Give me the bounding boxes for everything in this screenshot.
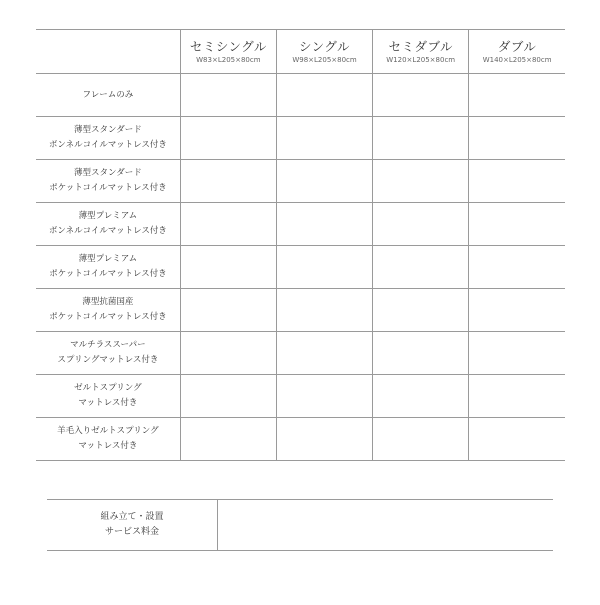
size-header-semi-double (373, 30, 469, 74)
row-label-line2: スプリングマットレス付き (57, 355, 159, 365)
price-cell (469, 289, 565, 332)
row-label-line2: ボンネルコイルマットレス付き (48, 226, 167, 236)
price-cell (373, 160, 469, 203)
size-price-table (36, 29, 565, 461)
row-label-line1: 薄型プレミアム (78, 211, 138, 221)
row-label-line2: マットレス付き (78, 398, 138, 408)
price-cell (276, 246, 372, 289)
table-row (36, 203, 565, 246)
table-row (36, 246, 565, 289)
size-dimensions: W98×L205×80cm (292, 55, 357, 64)
price-cell (373, 117, 469, 160)
price-cell (180, 203, 276, 246)
row-label (36, 375, 180, 418)
price-cell (276, 332, 372, 375)
price-cell (276, 74, 372, 117)
size-dimensions: W140×L205×80cm (482, 55, 552, 64)
service-label-line1: 組み立て・設置 (100, 512, 164, 522)
table-row (36, 332, 565, 375)
price-cell (373, 418, 469, 461)
table-row (36, 289, 565, 332)
service-label-line2: サービス料金 (104, 527, 159, 537)
service-price-cell (218, 500, 553, 550)
size-header-double (469, 30, 565, 74)
service-label (47, 500, 218, 550)
price-cell (180, 74, 276, 117)
row-label-line2: ポケットコイルマットレス付き (49, 269, 167, 279)
price-cell (276, 418, 372, 461)
size-header-semi-single (180, 30, 276, 74)
size-name: ダブル (497, 38, 537, 54)
row-label (36, 117, 180, 160)
price-cell (180, 117, 276, 160)
price-cell (469, 160, 565, 203)
price-cell (373, 289, 469, 332)
row-label (36, 418, 180, 461)
size-dimensions: W83×L205×80cm (196, 55, 261, 64)
row-label (36, 74, 180, 117)
price-cell (469, 332, 565, 375)
row-label (36, 289, 180, 332)
row-label (36, 203, 180, 246)
row-label (36, 160, 180, 203)
price-cell (373, 332, 469, 375)
row-label-line1: 薄型抗菌国産 (82, 297, 134, 307)
row-label (36, 332, 180, 375)
table-row (36, 74, 565, 117)
header-blank-cell (36, 30, 180, 74)
price-cell (276, 375, 372, 418)
price-cell (276, 117, 372, 160)
price-cell (180, 246, 276, 289)
row-label-line1: 薄型スタンダード (74, 125, 142, 135)
table-row (36, 375, 565, 418)
assembly-service-table (47, 499, 553, 551)
price-cell (180, 375, 276, 418)
price-cell (469, 418, 565, 461)
price-cell (469, 74, 565, 117)
price-cell (276, 160, 372, 203)
size-header-row (36, 30, 565, 74)
price-cell (180, 289, 276, 332)
table-row (36, 117, 565, 160)
row-label (36, 246, 180, 289)
price-cell (180, 418, 276, 461)
price-cell (373, 203, 469, 246)
row-label-line2: ポケットコイルマットレス付き (49, 183, 167, 193)
row-label-line1: フレームのみ (82, 89, 134, 100)
row-label-line1: 羊毛入りゼルトスプリング (57, 426, 159, 436)
size-header-single (276, 30, 372, 74)
size-name: セミダブル (388, 38, 453, 54)
row-label-line1: 薄型プレミアム (78, 254, 138, 264)
price-cell (469, 246, 565, 289)
price-cell (469, 117, 565, 160)
row-label-line1: 薄型スタンダード (74, 168, 142, 178)
price-cell (180, 160, 276, 203)
row-label-line1: ゼルトスプリング (74, 383, 142, 393)
row-label-line2: ボンネルコイルマットレス付き (48, 140, 167, 150)
row-label-line2: マットレス付き (78, 441, 138, 451)
size-name: シングル (298, 38, 351, 54)
price-cell (180, 332, 276, 375)
row-label-line2: ポケットコイルマットレス付き (49, 312, 167, 322)
price-cell (373, 375, 469, 418)
row-label-line1: マルチラススーパー (70, 340, 146, 350)
table-row (36, 160, 565, 203)
size-dimensions: W120×L205×80cm (386, 55, 456, 64)
price-cell (276, 289, 372, 332)
price-cell (373, 74, 469, 117)
price-cell (276, 203, 372, 246)
price-cell (469, 203, 565, 246)
size-name: セミシングル (189, 38, 267, 54)
table-row (36, 418, 565, 461)
price-cell (373, 246, 469, 289)
price-cell (469, 375, 565, 418)
